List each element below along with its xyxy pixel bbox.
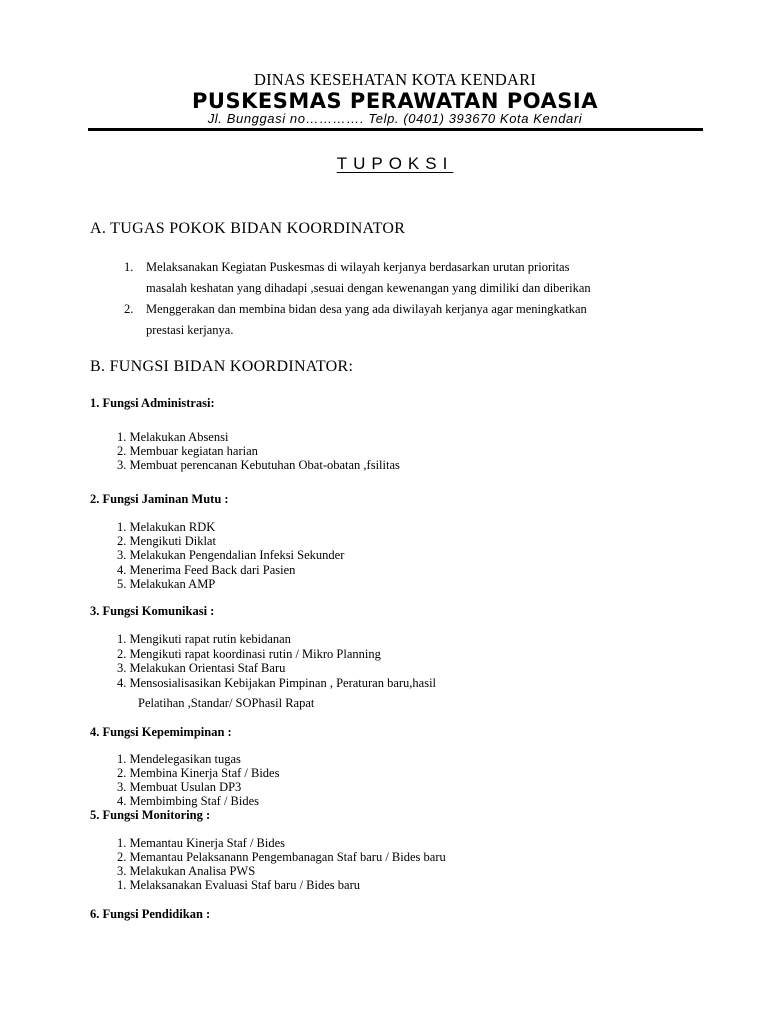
fungsi-komunikasi-title: 3. Fungsi Komunikasi : (90, 604, 215, 618)
list-item: 2. Membina Kinerja Staf / Bides (117, 766, 280, 780)
list-item: 1. Mengikuti rapat rutin kebidanan (117, 632, 291, 646)
list-item: 2. Mengikuti Diklat (117, 534, 216, 548)
agency-name: DINAS KESEHATAN KOTA KENDARI (253, 70, 537, 89)
section-a-item-2-line1: Menggerakan dan membina bidan desa yang ada diwilayah kerjanya agar meningkatkan (146, 302, 587, 316)
section-a-heading: A. TUGAS POKOK BIDAN KOORDINATOR (90, 220, 406, 237)
list-item: 3. Membuat perencanan Kebutuhan Obat-obatan ,fsilitas (117, 458, 400, 472)
list-item: 3. Melakukan Orientasi Staf Baru (117, 661, 286, 675)
list-item: 1. Mendelegasikan tugas (117, 752, 241, 766)
section-a-item-1-number: 1. (124, 260, 134, 274)
clinic-name: PUSKESMAS PERAWATAN POASIA (192, 89, 598, 113)
document-title: TUPOKSI (336, 154, 454, 173)
list-item: 5. Melakukan AMP (117, 577, 216, 591)
fungsi-pendidikan-title: 6. Fungsi Pendidikan : (90, 907, 211, 921)
fungsi-kepemimpinan-title: 4. Fungsi Kepemimpinan : (90, 725, 232, 739)
fungsi-jaminan-mutu-title: 2. Fungsi Jaminan Mutu : (90, 492, 229, 506)
list-item: 1. Memantau Kinerja Staf / Bides (117, 836, 286, 850)
section-a-item-2-number: 2. (124, 302, 134, 316)
list-item: 1. Melaksanakan Evaluasi Staf baru / Bides baru (117, 878, 360, 892)
list-item-continuation: Pelatihan ,Standar/ SOPhasil Rapat (138, 696, 315, 710)
list-item: 4. Mensosialisasikan Kebijakan Pimpinan , Peraturan baru,hasil (117, 676, 437, 690)
fungsi-administrasi-title: 1. Fungsi Administrasi: (90, 396, 215, 410)
list-item: 3. Membuat Usulan DP3 (117, 780, 242, 794)
header-divider (88, 128, 703, 131)
section-a-item-2-line2: prestasi kerjanya. (146, 323, 234, 337)
list-item: 2. Memantau Pelaksanann Pengembanagan Staf baru / Bides baru (117, 850, 446, 864)
list-item: 4. Menerima Feed Back dari Pasien (117, 563, 296, 577)
list-item: 2. Mengikuti rapat koordinasi rutin / Mikro Planning (117, 647, 381, 661)
section-b-heading: B. FUNGSI BIDAN KOORDINATOR: (90, 358, 354, 375)
list-item: 1. Melakukan Absensi (117, 430, 229, 444)
list-item: 3. Melakukan Analisa PWS (117, 864, 256, 878)
section-a-item-1-line2: masalah keshatan yang dihadapi ,sesuai dengan kewenangan yang dimiliki dan diberikan (146, 281, 591, 295)
clinic-address: Jl. Bunggasi no…………. Telp. (0401) 393670 Kota Kendari (207, 111, 583, 126)
list-item: 1. Melakukan RDK (117, 520, 216, 534)
list-item: 2. Membuar kegiatan harian (117, 444, 258, 458)
list-item: 3. Melakukan Pengendalian Infeksi Sekunder (117, 548, 345, 562)
fungsi-monitoring-title: 5. Fungsi Monitoring : (90, 808, 211, 822)
section-a-item-1-line1: Melaksanakan Kegiatan Puskesmas di wilayah kerjanya berdasarkan urutan prioritas (146, 260, 570, 274)
list-item: 4. Membimbing Staf / Bides (117, 794, 260, 808)
